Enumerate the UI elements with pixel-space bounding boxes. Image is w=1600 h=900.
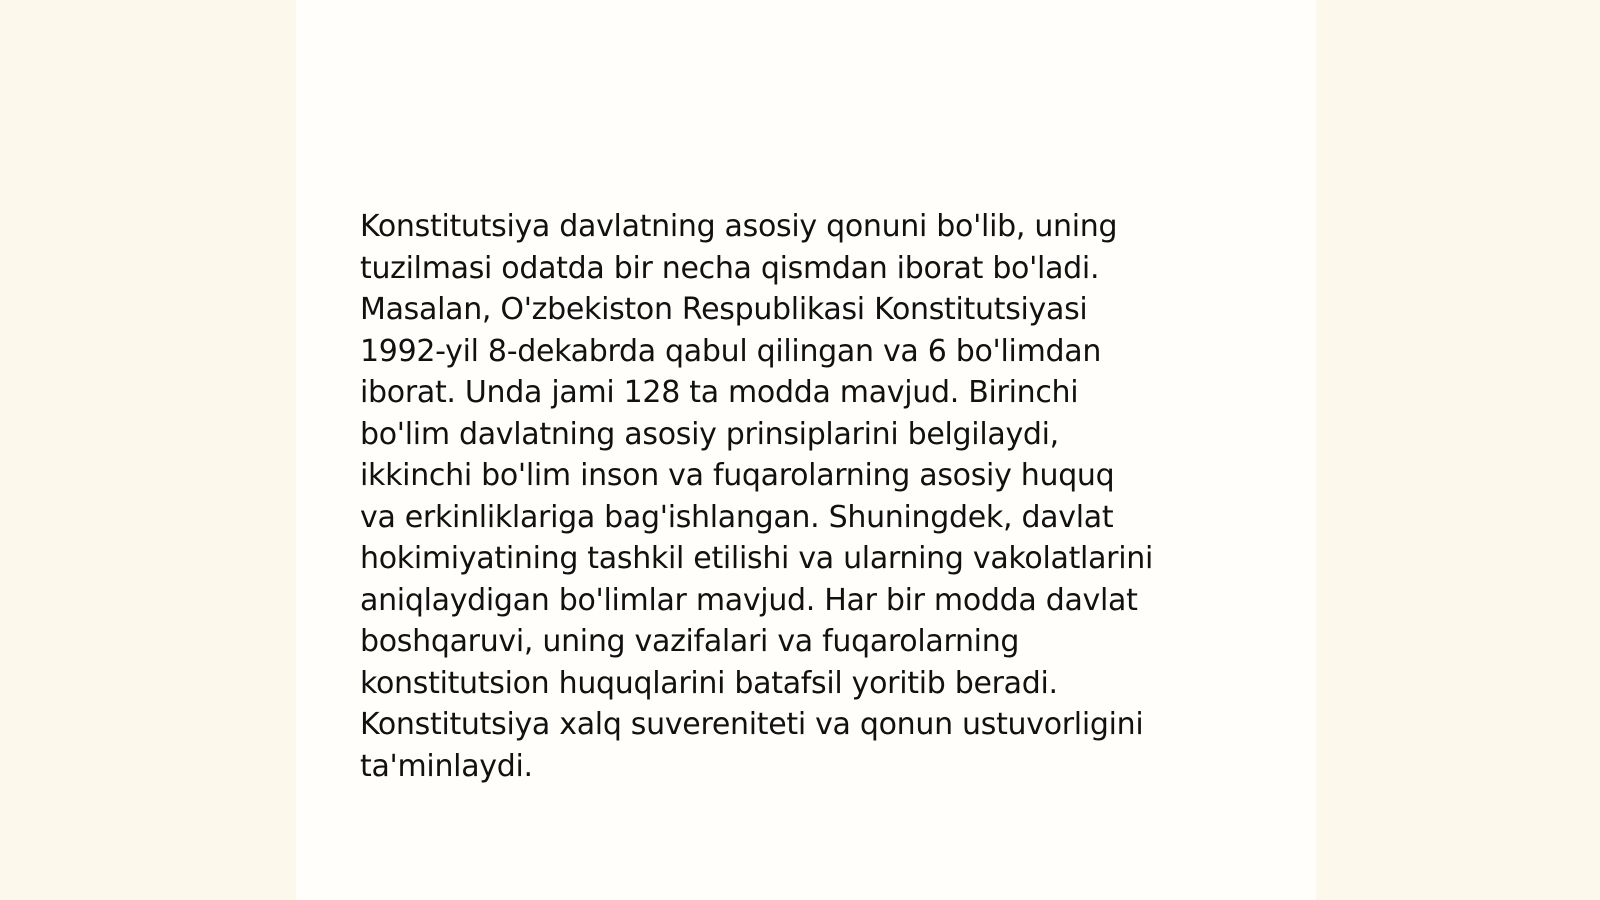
- text-line: ikkinchi bo'lim inson va fuqarolarning asosiy huquq: [360, 458, 1115, 493]
- text-line: 1992-yil 8-dekabrda qabul qilingan va 6 bo'limdan: [360, 333, 1102, 369]
- text-line: va erkinliklariga bag'ishlangan. Shuningdek, davlat: [360, 499, 1114, 535]
- body-paragraph: [360, 206, 1240, 787]
- text-line: hokimiyatining tashkil etilishi va ularning vakolatlarini: [360, 541, 1153, 576]
- document-page: [296, 0, 1316, 900]
- text-line: ta'minlaydi.: [360, 748, 533, 784]
- text-line: Konstitutsiya davlatning asosiy qonuni bo'lib, uning: [360, 209, 1118, 244]
- text-line: Konstitutsiya xalq suvereniteti va qonun ustuvorligini: [360, 707, 1144, 742]
- text-line: aniqlaydigan bo'limlar mavjud. Har bir modda davlat: [360, 582, 1138, 618]
- text-line: tuzilmasi odatda bir necha qismdan iborat bo'ladi.: [360, 250, 1100, 286]
- text-line: boshqaruvi, uning vazifalari va fuqarolarning: [360, 624, 1020, 659]
- text-line: bo'lim davlatning asosiy prinsiplarini belgilaydi,: [360, 416, 1059, 452]
- text-line: konstitutsion huquqlarini batafsil yoritib beradi.: [360, 665, 1058, 701]
- text-line: Masalan, O'zbekiston Respublikasi Konstitutsiyasi: [360, 292, 1088, 327]
- text-line: iborat. Unda jami 128 ta modda mavjud. Birinchi: [360, 375, 1079, 410]
